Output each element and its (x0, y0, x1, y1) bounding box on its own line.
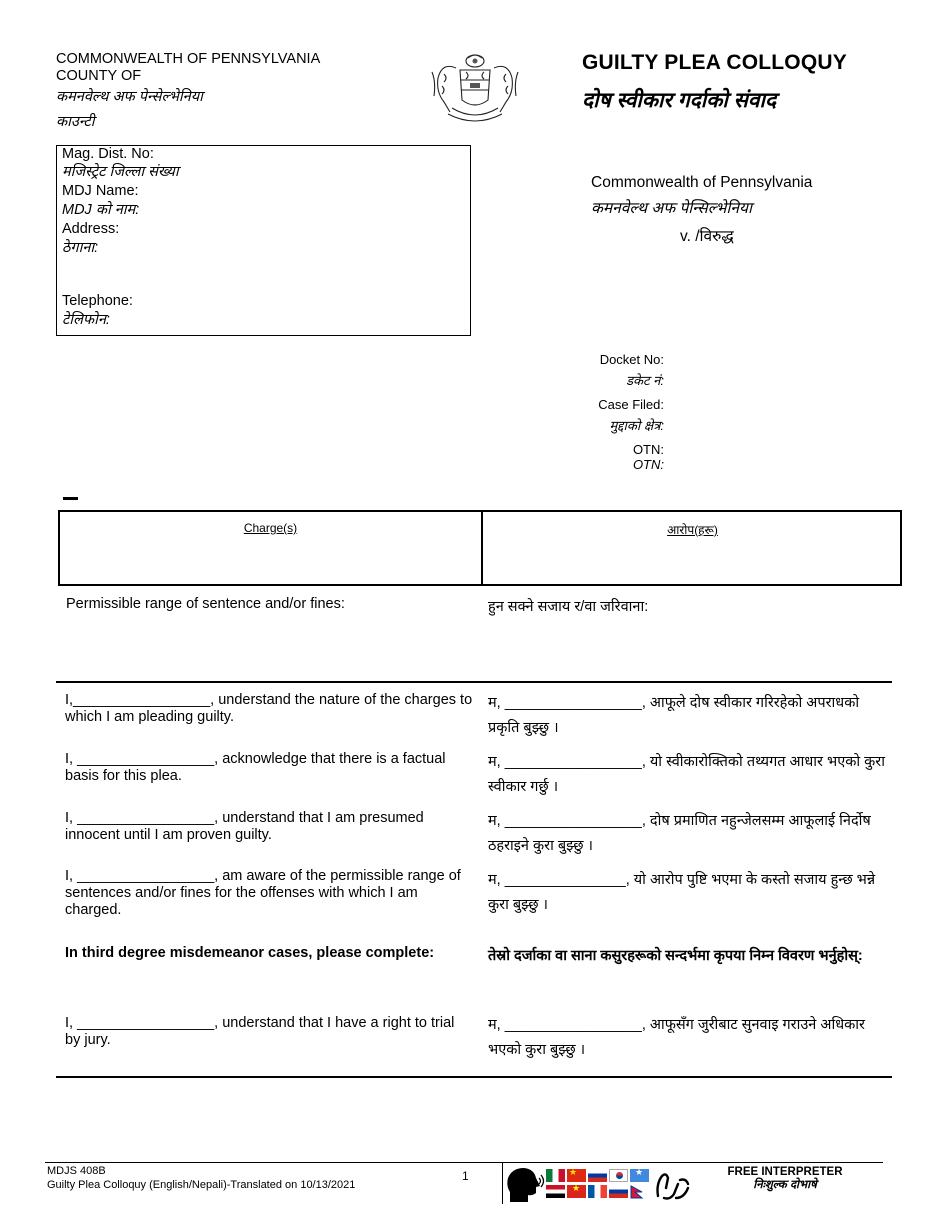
section-dash-mark (63, 497, 78, 500)
statements-top-rule (56, 681, 892, 683)
charges-header-np: आरोप(हरू) (667, 523, 718, 537)
flag-somalia-icon: ★ (630, 1169, 649, 1182)
county-label-en: COUNTY OF (56, 68, 142, 84)
mdj-name-label-en: MDJ Name: (62, 183, 139, 199)
statement-2-en: I, _________________, acknowledge that there is a factual basis for this plea. (65, 751, 446, 784)
flag-egypt-icon (546, 1185, 565, 1198)
speaking-head-icon (506, 1166, 546, 1204)
otn-label-np: OTN: (632, 457, 664, 472)
state-name-en: COMMONWEALTH OF PENNSYLVANIA (56, 51, 321, 67)
sign-language-hands-icon (654, 1170, 692, 1202)
statement-3-np: म, _________________, दोष प्रमाणित नहुन्जेलसम्म आफूलाई निर्दोष ठहराइने कुरा बुझ्छु । (488, 813, 871, 854)
statement-1-np: म, _________________, आफूले दोष स्वीकार गरिरहेको अपराधको प्रकृति बुझ्छु । (488, 695, 860, 736)
footer-page-number: 1 (462, 1169, 469, 1183)
free-interpreter-label-np: निःशुल्क दोभाषे (753, 1179, 817, 1191)
statements-bottom-rule (56, 1076, 892, 1078)
county-label-np: काउन्टी (56, 114, 95, 130)
sentence-range-label-np: हुन सक्ने सजाय र/वा जरिवाना: (488, 599, 649, 615)
form-title-np: दोष स्वीकार गर्दाको संवाद (582, 89, 777, 112)
caption-versus: v. /विरुद्ध (680, 228, 734, 245)
flag-korea-icon (609, 1169, 628, 1182)
free-interpreter-label-en: FREE INTERPRETER (727, 1166, 843, 1178)
telephone-label-en: Telephone: (62, 293, 133, 309)
statement-4-en: I, _________________, am aware of the permissible range of sentences and/or fines for the offenses with which I am charged. (65, 868, 461, 918)
statement-1-en: I,_________________, understand the nature of the charges to which I am pleading guilty. (65, 692, 473, 725)
caption-commonwealth-en: Commonwealth of Pennsylvania (591, 174, 813, 191)
footer-form-desc: Guilty Plea Colloquy (English/Nepali)-Translated on 10/13/2021 (47, 1179, 356, 1191)
caption-commonwealth-np: कमनवेल्थ अफ पेन्सिल्भेनिया (591, 200, 753, 217)
flag-vietnam-icon: ★ (567, 1185, 586, 1198)
docket-label-en: Docket No: (599, 352, 664, 367)
charges-header-en: Charge(s) (243, 521, 298, 535)
flag-mexico-icon (546, 1169, 565, 1182)
misdemeanor-heading-np: तेस्रो दर्जाका वा साना कसुरहरूको सन्दर्भमा कृपया निम्न विवरण भर्नुहोस्: (488, 948, 863, 964)
docket-label-np: डकेट नं: (626, 373, 664, 388)
otn-label-en: OTN: (632, 442, 664, 457)
language-flags-icon (546, 1168, 650, 1200)
jury-statement-np: म, _________________, आफूसँग जुरीबाट सुनवाइ गराउने अधिकार भएको कुरा बुझ्छु । (488, 1017, 865, 1058)
magistrate-info-box (56, 145, 471, 336)
flag-nepal-icon (630, 1185, 649, 1198)
case-filed-label-en: Case Filed: (598, 397, 664, 412)
mag-dist-label-en: Mag. Dist. No: (62, 146, 154, 162)
footer-divider (502, 1162, 503, 1204)
flag-russia-icon (588, 1169, 607, 1182)
footer-rule (45, 1162, 883, 1163)
address-label-np: ठेगाना: (62, 240, 99, 256)
telephone-label-np: टेलिफोन: (62, 312, 110, 328)
statement-4-np: म, _______________, यो आरोप पुष्टि भएमा के कस्तो सजाय हुन्छ भन्ने कुरा बुझ्छु । (488, 872, 876, 913)
state-name-np: कमनवेल्थ अफ पेन्सेल्भेनिया (56, 89, 203, 105)
address-label-en: Address: (62, 221, 120, 237)
misdemeanor-heading-en: In third degree misdemeanor cases, please complete: (65, 945, 435, 961)
statement-3-en: I, _________________, understand that I am presumed innocent until I am proven guilty. (65, 810, 424, 843)
form-title-en: GUILTY PLEA COLLOQUY (582, 51, 847, 74)
mag-dist-label-np: मजिस्ट्रेट जिल्ला संख्या (62, 164, 179, 180)
jury-statement-en: I, _________________, understand that I have a right to trial by jury. (65, 1015, 455, 1048)
case-filed-label-np: मुद्दाको क्षेत्र: (609, 418, 664, 433)
flag-slovakia-icon (609, 1185, 628, 1198)
flag-china-icon: ★ (567, 1169, 586, 1182)
footer-form-code: MDJS 408B (47, 1165, 106, 1177)
sentence-range-label-en: Permissible range of sentence and/or fines: (66, 596, 345, 612)
mdj-name-label-np: MDJ को नाम: (62, 202, 140, 218)
statement-2-np: म, _________________, यो स्वीकारोक्तिको तथ्यगत आधार भएको कुरा स्वीकार गर्छु । (488, 754, 885, 795)
pennsylvania-seal-icon (430, 52, 520, 122)
flag-france-icon (588, 1185, 607, 1198)
charges-table (58, 510, 902, 586)
